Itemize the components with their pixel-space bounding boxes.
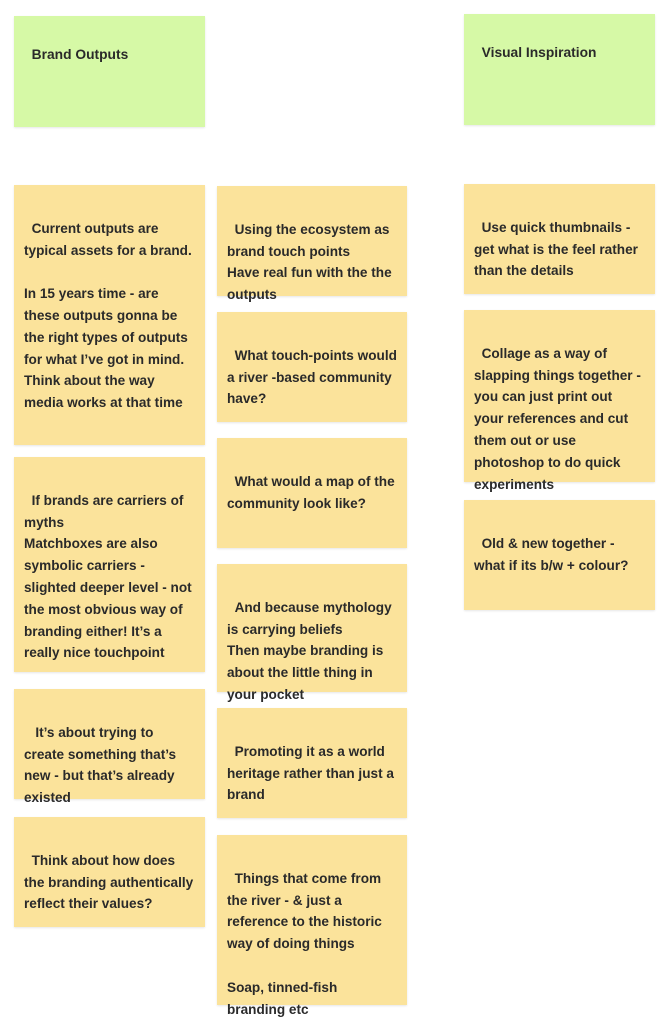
sticky-note[interactable] [464, 184, 655, 294]
note-text: Using the ecosystem as brand touch points Have real fun with the the outputs [227, 221, 392, 303]
sticky-note[interactable] [217, 312, 407, 422]
note-text: Current outputs are typical assets for a brand. In 15 years time - are these outputs gonna be the right types of outputs for what I’ve got in mind. Think about the way media works at that time [24, 220, 192, 411]
note-text: What would a map of the community look like? [227, 473, 399, 511]
sticky-note[interactable] [14, 185, 205, 445]
sticky-note[interactable] [217, 438, 407, 548]
sticky-note[interactable] [217, 186, 407, 303]
sticky-note[interactable] [464, 500, 655, 610]
sticky-note[interactable] [217, 835, 407, 1017]
note-text: Use quick thumbnails - get what is the feel rather than the details [474, 219, 642, 279]
sticky-note[interactable] [14, 689, 205, 806]
note-text: What touch-points would a river -based community have? [227, 347, 401, 407]
note-text: Old & new together - what if its b/w + colour? [474, 535, 629, 573]
brand-outputs-header-note[interactable] [14, 16, 205, 127]
sticky-note[interactable] [217, 564, 407, 702]
visual-inspiration-header-note[interactable] [464, 14, 655, 125]
sticky-note[interactable] [217, 708, 407, 818]
sticky-note[interactable] [14, 457, 205, 672]
note-text: Visual Inspiration [481, 45, 597, 60]
note-text: Brand Outputs [31, 47, 129, 62]
note-text: Collage as a way of slapping things together - you can just print out your references and cut them out or use photoshop to do quick experiments [474, 345, 645, 492]
note-text: Think about how does the branding authentically reflect their values? [24, 852, 197, 912]
note-text: Things that come from the river - & just a reference to the historic way of doing things Soap, tinned-fish branding etc [227, 870, 382, 1017]
sticky-note[interactable] [14, 817, 205, 927]
note-text: If brands are carriers of myths Matchboxes are also symbolic carriers - slighted deeper level - not the most obvious way of branding either! It’s a really nice touchpoint [24, 492, 192, 661]
note-text: Promoting it as a world heritage rather than just a brand [227, 743, 398, 803]
sticky-note[interactable] [464, 310, 655, 492]
note-text: It’s about trying to create something that’s new - but that’s already existed [24, 724, 180, 806]
note-text: And because mythology is carrying beliefs Then maybe branding is about the little thing in your pocket [227, 599, 392, 702]
